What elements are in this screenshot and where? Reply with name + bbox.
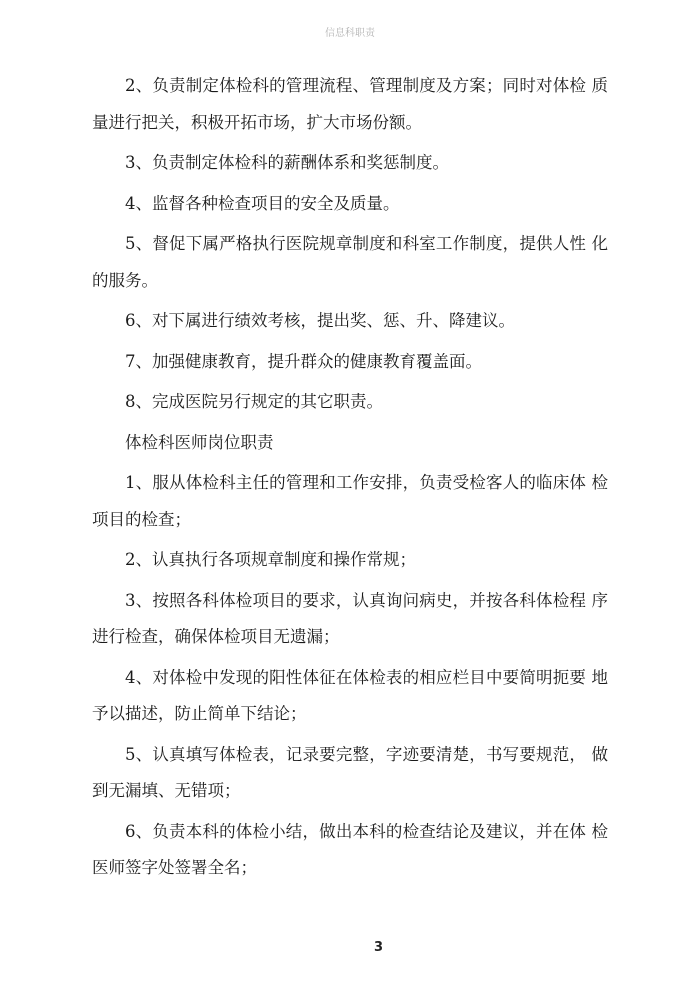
duty-5: 5、认真填写体检表，记录要完整，字迹要清楚，书写要规范， 做到无漏填、无错项； [92, 744, 608, 800]
page-header: 信息科职责 [325, 28, 375, 39]
paragraph-8: 8、完成医院另行规定的其它职责。 [125, 392, 383, 411]
paragraph-5: 5、督促下属严格执行医院规章制度和科室工作制度，提供人性 化的服务。 [92, 234, 608, 290]
page-number: 3 [374, 940, 384, 955]
paragraph-7: 7、加强健康教育，提升群众的健康教育覆盖面。 [125, 351, 482, 371]
duty-1: 1、服从体检科主任的管理和工作安排，负责受检客人的临床体 检项目的检查； [92, 473, 608, 529]
paragraph-2: 2、负责制定体检科的管理流程、管理制度及方案；同时对体检 质量进行把关，积极开拓市场，扩大市场份额。 [92, 76, 608, 132]
paragraph-4: 4、监督各种检查项目的安全及质量。 [125, 193, 400, 213]
duty-4: 4、对体检中发现的阳性体征在体检表的相应栏目中要简明扼要 地予以描述，防止简单下结论； [92, 667, 608, 723]
duty-2: 2、认真执行各项规章制度和操作常规； [125, 550, 416, 569]
paragraph-3: 3、负责制定体检科的薪酬体系和奖惩制度。 [125, 153, 449, 172]
duty-6: 6、负责本科的体检小结，做出本科的检查结论及建议，并在体 检医师签字处签署全名； [92, 821, 608, 877]
section-heading: 体检科医师岗位职责 [125, 432, 274, 452]
paragraph-6: 6、对下属进行绩效考核，提出奖、惩、升、降建议。 [125, 311, 515, 330]
document-body [92, 68, 608, 891]
duty-3: 3、按照各科体检项目的要求，认真询问病史，并按各科体检程 序进行检查，确保体检项目无遗漏； [92, 590, 608, 646]
